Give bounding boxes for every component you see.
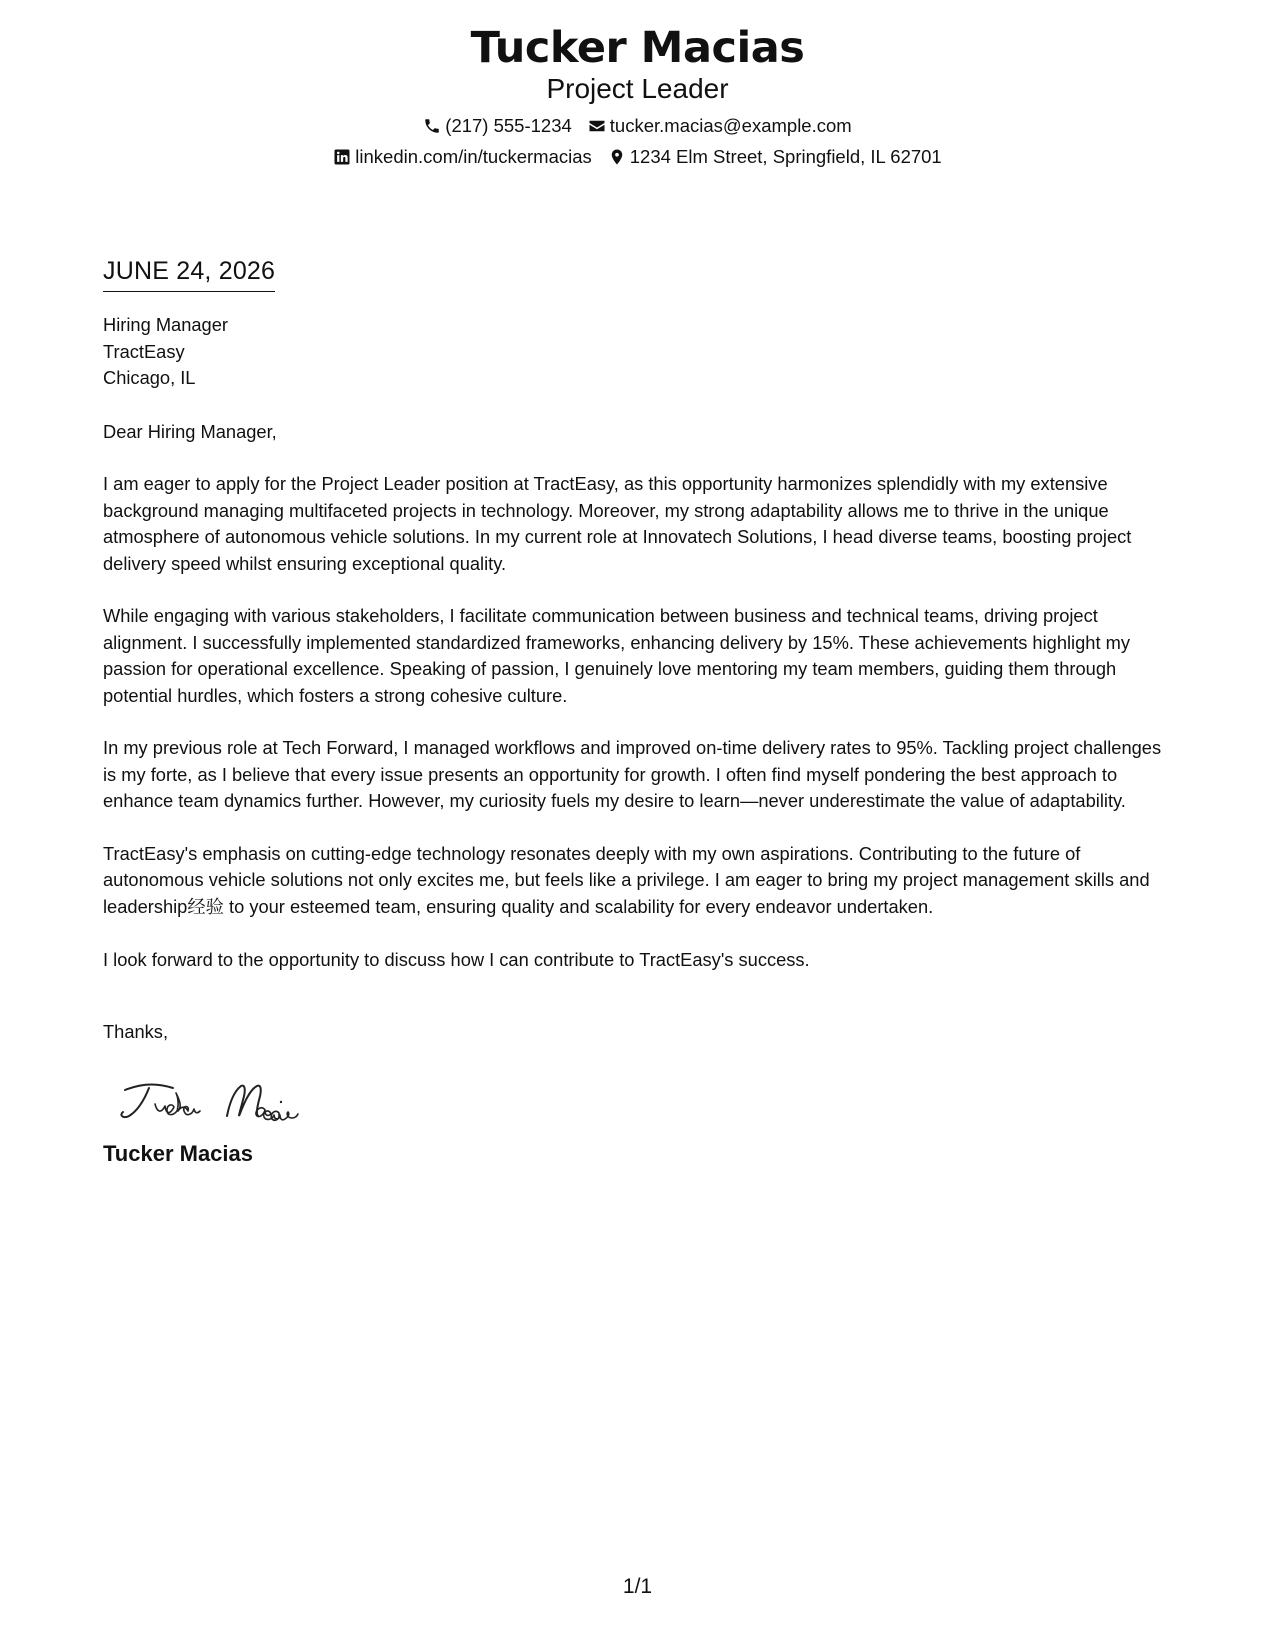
contact-phone: [423, 115, 572, 137]
linkedin-icon: [333, 148, 351, 166]
phone-number: (217) 555-1234: [445, 115, 572, 136]
letter-header: [0, 22, 1275, 168]
recipient-name: Hiring Manager: [103, 314, 228, 335]
salutation: Dear Hiring Manager,: [103, 420, 277, 442]
body-paragraph: In my previous role at Tech Forward, I managed workflows and improved on-time delivery rates to 95%. Tackling project challenges is my forte, as I believe that every issue presents an opportunity for growth. I often find myself pondering the best approach to enhance team dynamics further. However, my curiosity fuels my desire to learn—never underestimate the value of adaptability.: [103, 737, 1162, 811]
contact-row-2: [0, 146, 1275, 168]
letter-date: JUNE 24, 2026: [103, 256, 275, 292]
page-number: 1/1: [622, 1575, 653, 1598]
recipient-block: [103, 312, 1173, 392]
contact-row-1: [0, 115, 1275, 137]
body-paragraph: TractEasy's emphasis on cutting-edge technology resonates deeply with my own aspirations. Contributing to the future of autonomous vehicle solutions not only excites me, but feels like a privilege. I am eager to bring my project management skills and leadership经验 to your esteemed team, ensuring quality and scalability for every endeavor undertaken.: [103, 842, 1150, 917]
email-address: tucker.macias@example.com: [609, 115, 852, 136]
signer-name: Tucker Macias: [103, 1141, 254, 1166]
envelope-icon: [588, 117, 606, 135]
body-paragraph: I am eager to apply for the Project Leader position at TractEasy, as this opportunity harmonizes splendidly with my extensive background managing multifaceted projects in technology. Moreover, my strong adaptability allows me to thrive in the unique atmosphere of autonomous vehicle solutions. In my current role at Innovatech Solutions, I head diverse teams, boosting project delivery speed whilst ensuring exceptional quality.: [103, 473, 1132, 574]
recipient-company: TractEasy: [103, 340, 185, 362]
street-address: 1234 Elm Street, Springfield, IL 62701: [629, 146, 942, 167]
closing-line: I look forward to the opportunity to discuss how I can contribute to TractEasy's success.: [103, 949, 810, 970]
signoff: Thanks,: [103, 1020, 169, 1042]
map-marker-icon: [608, 148, 626, 166]
handwritten-signature: [115, 1072, 365, 1132]
applicant-title: Project Leader: [546, 73, 729, 104]
contact-address: [608, 146, 942, 168]
body-paragraph: While engaging with various stakeholders, I facilitate communication between business and technical teams, driving project alignment. I successfully implemented standardized frameworks, enhancing delivery by 15%. These achievements highlight my passion for operational excellence. Speaking of passion, I genuinely love mentoring my team members, guiding them through potential hurdles, which fosters a strong cohesive culture.: [103, 605, 1130, 706]
letter-body: [103, 256, 1173, 1168]
phone-icon: [423, 117, 441, 135]
recipient-location: Chicago, IL: [103, 367, 196, 388]
signature-drawing: [115, 1072, 365, 1132]
contact-email: [588, 115, 852, 137]
contact-linkedin: [333, 146, 591, 168]
linkedin-url: linkedin.com/in/tuckermacias: [355, 146, 592, 167]
applicant-name: Tucker Macias: [470, 23, 805, 73]
